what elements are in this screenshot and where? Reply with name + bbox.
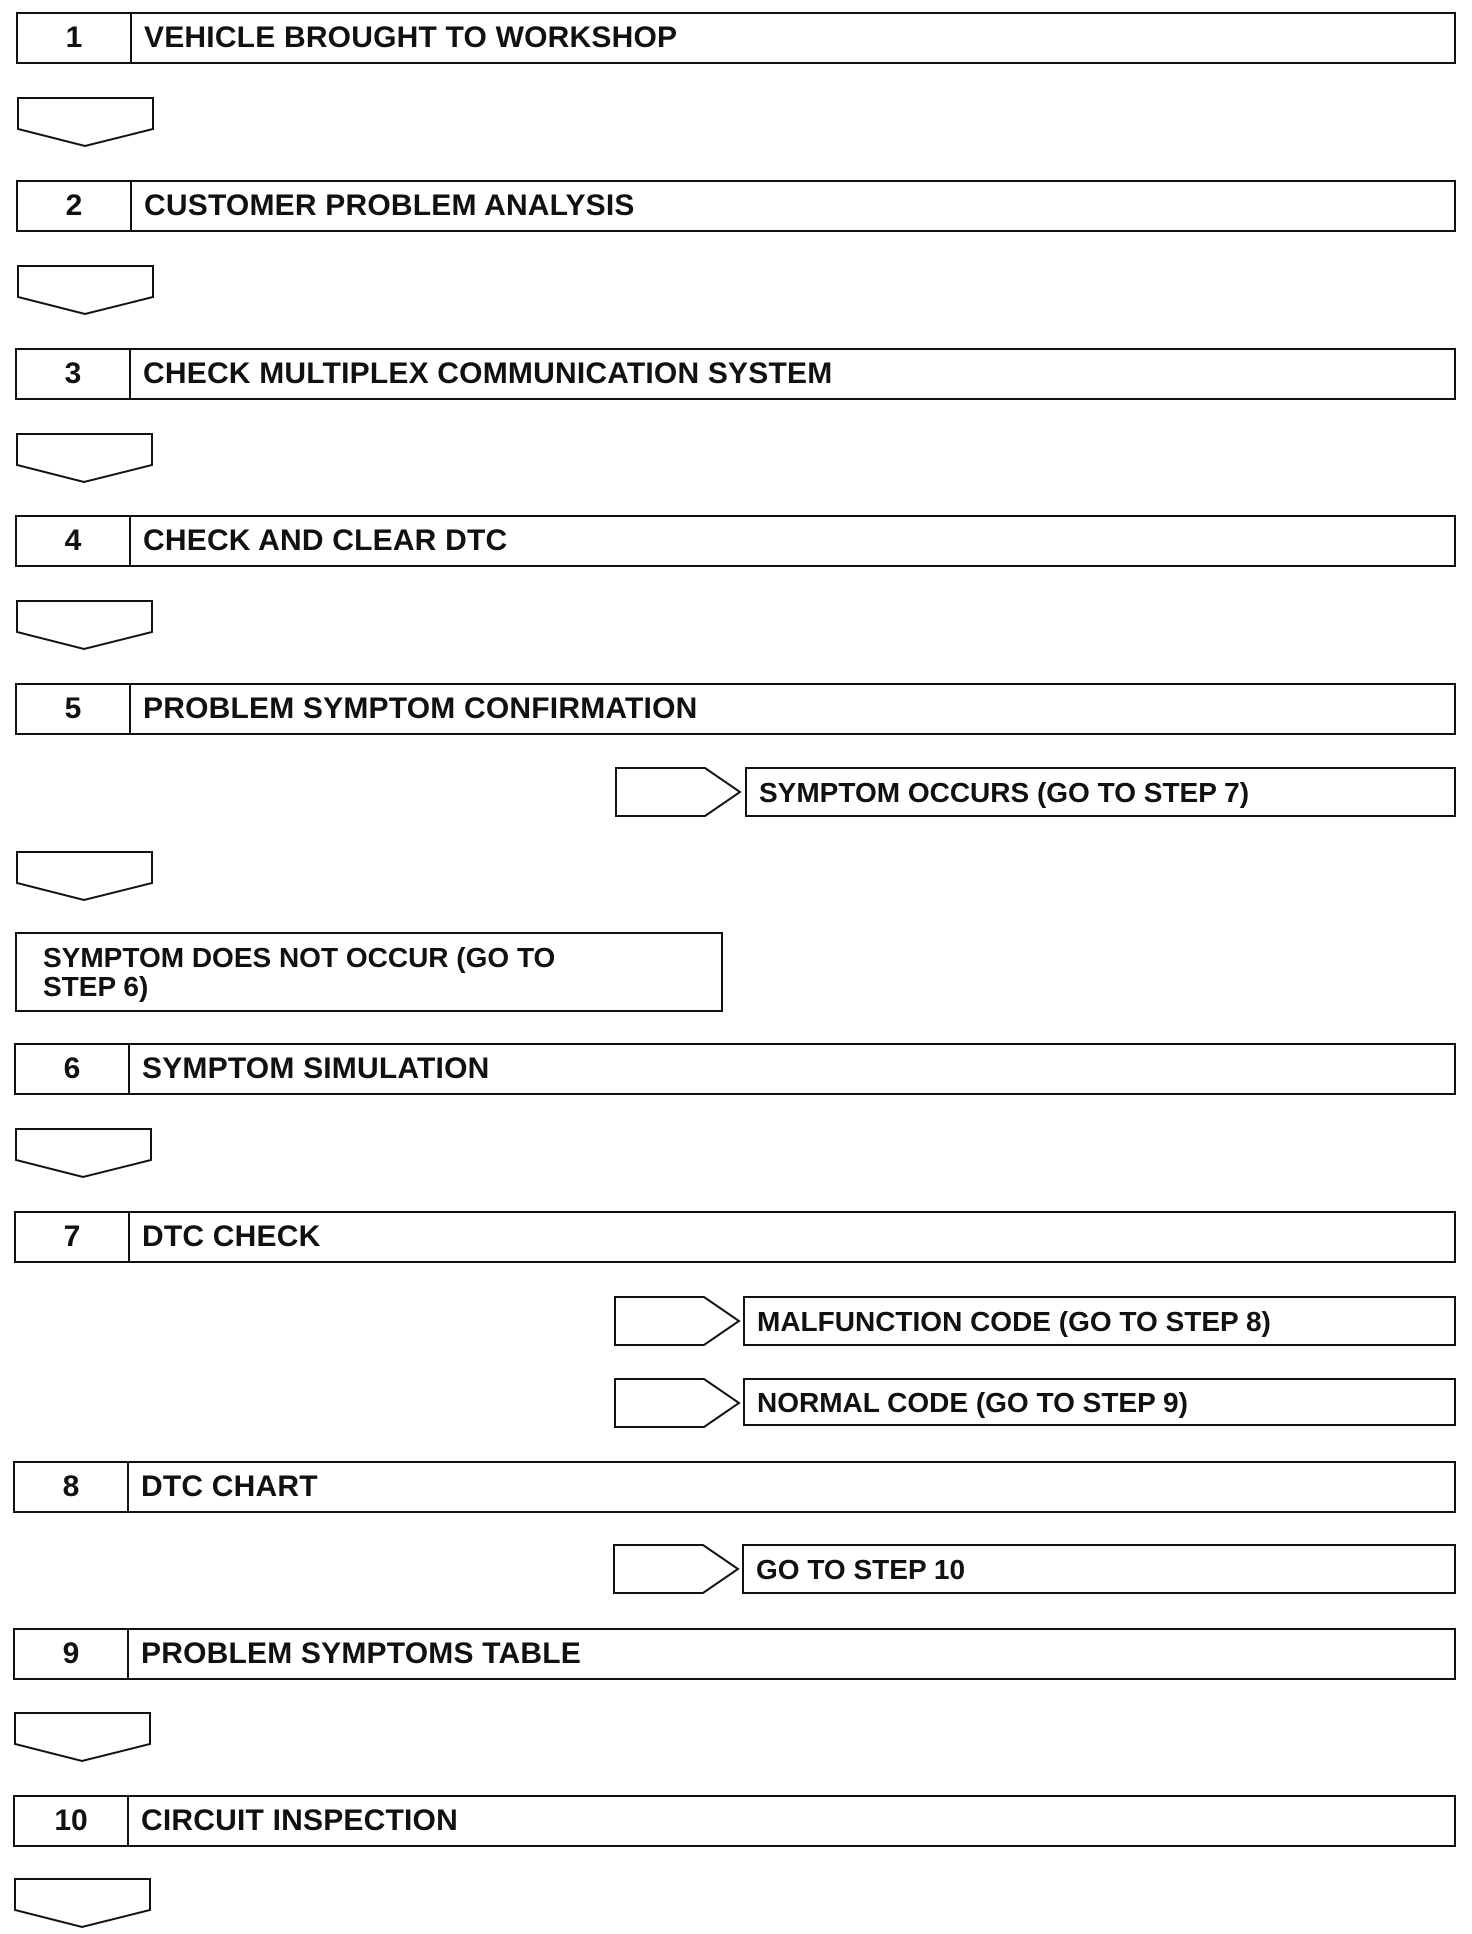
step-label: PROBLEM SYMPTOM CONFIRMATION [143,692,698,725]
right-arrow-icon [615,767,743,819]
step-label: VEHICLE BROUGHT TO WORKSHOP [144,21,678,54]
step-2 [16,180,1456,232]
step-number: 9 [15,1630,129,1678]
step-number: 6 [16,1045,130,1093]
right-arrow-icon [614,1378,742,1430]
branch-symptom-does-not-occur: SYMPTOM DOES NOT OCCUR (GO TO STEP 6) [15,932,723,1012]
branch-symptom-occurs: SYMPTOM OCCURS (GO TO STEP 7) [745,767,1456,817]
step-6 [14,1043,1456,1095]
right-arrow-icon [614,1296,742,1348]
step-number: 4 [17,517,131,565]
down-arrow-icon [17,265,155,317]
step-9 [13,1628,1456,1680]
right-arrow-icon [613,1544,741,1596]
step-label: CHECK MULTIPLEX COMMUNICATION SYSTEM [143,357,833,390]
step-4 [15,515,1456,567]
down-arrow-icon [15,1128,153,1180]
step-number: 5 [17,685,131,733]
step-number: 10 [15,1797,129,1845]
step-label: DTC CHART [141,1470,318,1503]
step-5 [15,683,1456,735]
down-arrow-icon [16,600,154,652]
branch-go-to-step-10: GO TO STEP 10 [742,1544,1456,1594]
branch-malfunction-code: MALFUNCTION CODE (GO TO STEP 8) [743,1296,1456,1346]
down-arrow-icon [16,433,154,485]
step-number: 7 [16,1213,130,1261]
step-label: CUSTOMER PROBLEM ANALYSIS [144,189,635,222]
step-label: CHECK AND CLEAR DTC [143,524,508,557]
step-number: 1 [18,14,132,62]
down-arrow-icon [14,1878,152,1930]
step-label: DTC CHECK [142,1220,321,1253]
step-label: CIRCUIT INSPECTION [141,1804,458,1837]
step-3 [15,348,1456,400]
down-arrow-icon [14,1712,152,1764]
down-arrow-icon [17,97,155,149]
down-arrow-icon [16,851,154,903]
step-1 [16,12,1456,64]
step-number: 2 [18,182,132,230]
step-label: PROBLEM SYMPTOMS TABLE [141,1637,581,1670]
step-label: SYMPTOM SIMULATION [142,1052,490,1085]
step-7 [14,1211,1456,1263]
branch-normal-code: NORMAL CODE (GO TO STEP 9) [743,1378,1456,1426]
step-10 [13,1795,1456,1847]
step-number: 8 [15,1463,129,1511]
step-8 [13,1461,1456,1513]
step-number: 3 [17,350,131,398]
